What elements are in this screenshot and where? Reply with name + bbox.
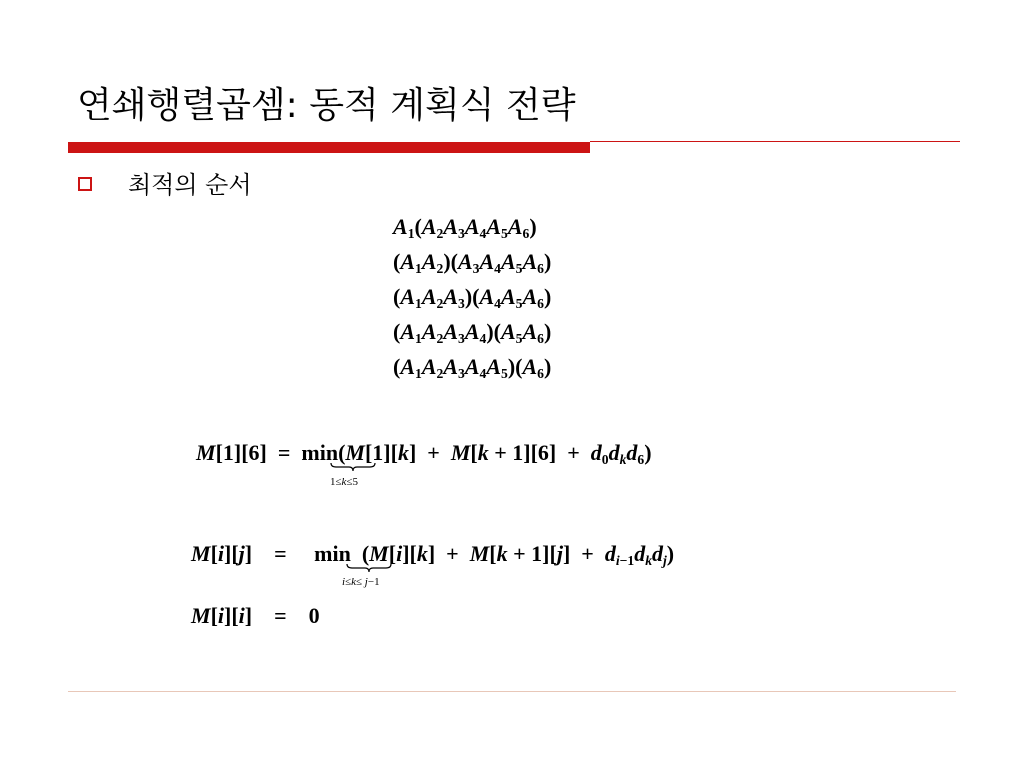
min-range-specific: 1≤k≤5 [330, 476, 358, 488]
title-underline-thin [590, 141, 960, 142]
formula-base-case: M[i][i] = 0 [191, 603, 320, 628]
formula-mij: M[i][j] = $\min (M[i][k] + M[k + 1][j] + d_{i-1}d_kd_j)$ [191, 541, 675, 568]
underbrace-general [346, 563, 392, 573]
parenthesization-5: $(A_1A_2A_3A_4A_5)(A_6)$ [393, 354, 552, 381]
parenthesization-1: $A_1(A_2A_3A_4A_5A_6)$ [393, 214, 537, 241]
formula-m16: $M[1][6] = \min(M[1][k] + M[k + 1][6] + d_0d_kd_6)$ [196, 440, 652, 467]
bullet-square-icon [78, 177, 92, 191]
min-range-general: i≤k≤ j−1 [342, 576, 380, 588]
parenthesization-2: $(A_1A_2)(A_3A_4A_5A_6)$ [393, 249, 552, 276]
underbrace-specific [330, 462, 376, 472]
slide-title: 연쇄행렬곱셈: 동적 계획식 전략 [77, 85, 576, 126]
parenthesization-4: $(A_1A_2A_3A_4)(A_5A_6)$ [393, 319, 552, 346]
parenthesization-3: $(A_1A_2A_3)(A_4A_5A_6)$ [393, 284, 552, 311]
bullet-text: 최적의 순서 [128, 171, 252, 199]
title-underline-thick [68, 142, 590, 153]
footer-divider [68, 691, 956, 692]
